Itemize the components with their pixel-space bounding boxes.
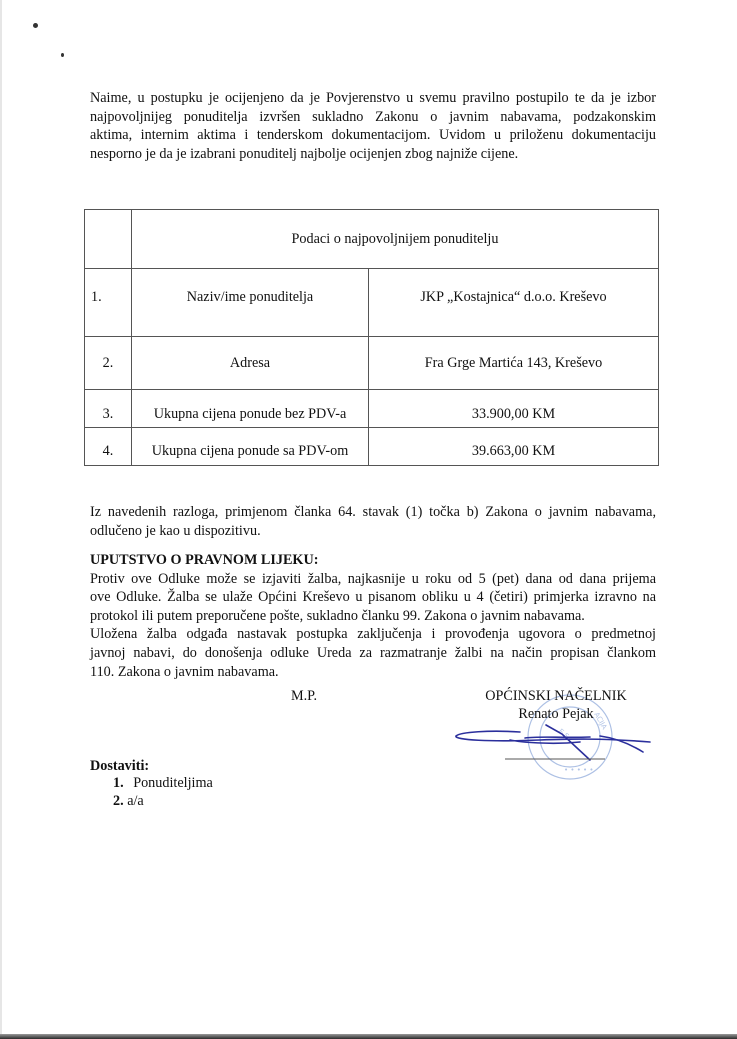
row-value: Fra Grge Martića 143, Kreševo [369, 337, 659, 390]
delivery-heading: Dostaviti: [90, 758, 150, 774]
svg-text:ACIJA: ACIJA [592, 711, 609, 731]
table-row [85, 337, 659, 390]
legal-remedy-heading: UPUTSTVO O PRAVNOM LIJEKU: [90, 552, 319, 568]
row-value: 33.900,00 KM [369, 390, 659, 428]
delivery-item-number: 2. [113, 793, 124, 809]
remedy-line: Uložena žalba odgađa nastavak postupka zaključenja i provođenja ugovora o predmetnoj [90, 626, 656, 643]
row-value: JKP „Kostajnica“ d.o.o. Kreševo [369, 269, 659, 337]
intro-line: nesporno je da je izabrani ponuditelj najbolje ocijenjen zbog najniže cijene. [90, 145, 519, 162]
mayor-title: OPĆINSKI NAČELNIK [485, 688, 627, 704]
row-number: 1. [85, 269, 132, 337]
row-number: 3. [85, 390, 132, 428]
decision-line: odlučeno je kao u dispozitivu. [90, 522, 261, 539]
row-value: 39.663,00 KM [369, 428, 659, 466]
table-header: Podaci o najpovoljnijem ponuditelju [132, 210, 659, 269]
remedy-line: ove Odluke. Žalba se ulaže Općini Kreševo u pisanom obliku u 4 (četiri) primjerka izravno na [90, 589, 656, 606]
table-row [85, 269, 659, 337]
delivery-item [113, 793, 144, 810]
scan-left-edge [0, 0, 2, 1039]
svg-text:• • • • •: • • • • • [564, 766, 594, 774]
delivery-item [113, 775, 213, 792]
row-label: Ukupna cijena ponude bez PDV-a [132, 390, 369, 428]
remedy-line: Protiv ove Odluke može se izjaviti žalba, najkasnije u roku od 5 (pet) dana od dana prijema [90, 570, 656, 587]
remedy-line: javnoj nabavi, do donošenja odluke Ureda za razmatranje žalbi na način propisan člankom [90, 644, 656, 661]
svg-text:E S: E S [556, 727, 571, 741]
seal-label: M.P. [291, 688, 318, 704]
delivery-item-text: a/a [127, 793, 144, 809]
intro-line: Naime, u postupku je ocijenjeno da je Povjerenstvo u svemu pravilno postupilo te da je izbor [90, 90, 656, 106]
handwritten-signature-icon [450, 720, 670, 770]
table-header-row [85, 210, 659, 269]
legal-remedy-section [90, 551, 656, 681]
decision-line: Iz navedenih razloga, primjenom članka 64. stavak (1) točka b) Zakona o javnim nabavama, [90, 504, 656, 520]
table-row [85, 428, 659, 466]
delivery-item-number: 1. [113, 775, 124, 791]
intro-line: najpovoljnijeg ponuditelja izvršen sukladno Zakonu o javnim nabavama, podzakonskim [90, 108, 656, 125]
scan-speck [33, 23, 38, 28]
table-header-empty-cell [85, 210, 132, 269]
best-bidder-table [84, 209, 659, 466]
remedy-line: 110. Zakona o javnim nabavama. [90, 663, 279, 680]
row-label: Adresa [132, 337, 369, 390]
scan-speck [61, 53, 64, 57]
table-row [85, 390, 659, 428]
row-number: 4. [85, 428, 132, 466]
row-label: Ukupna cijena ponude sa PDV-om [132, 428, 369, 466]
remedy-line: protokol ili putem preporučene pošte, sukladno članku 99. Zakona o javnim nabavama. [90, 607, 585, 624]
intro-line: aktima, internim aktima i tenderskom dokumentacijom. Uvidom u priloženu dokumentaciju [90, 127, 656, 144]
scan-bottom-edge [0, 1034, 737, 1039]
mayor-name: Renato Pejak [518, 706, 594, 722]
delivery-item-text: Ponuditeljima [133, 775, 213, 791]
row-number: 2. [85, 337, 132, 390]
decision-paragraph [90, 503, 656, 540]
row-label: Naziv/ime ponuditelja [132, 269, 369, 337]
intro-paragraph [90, 89, 656, 163]
